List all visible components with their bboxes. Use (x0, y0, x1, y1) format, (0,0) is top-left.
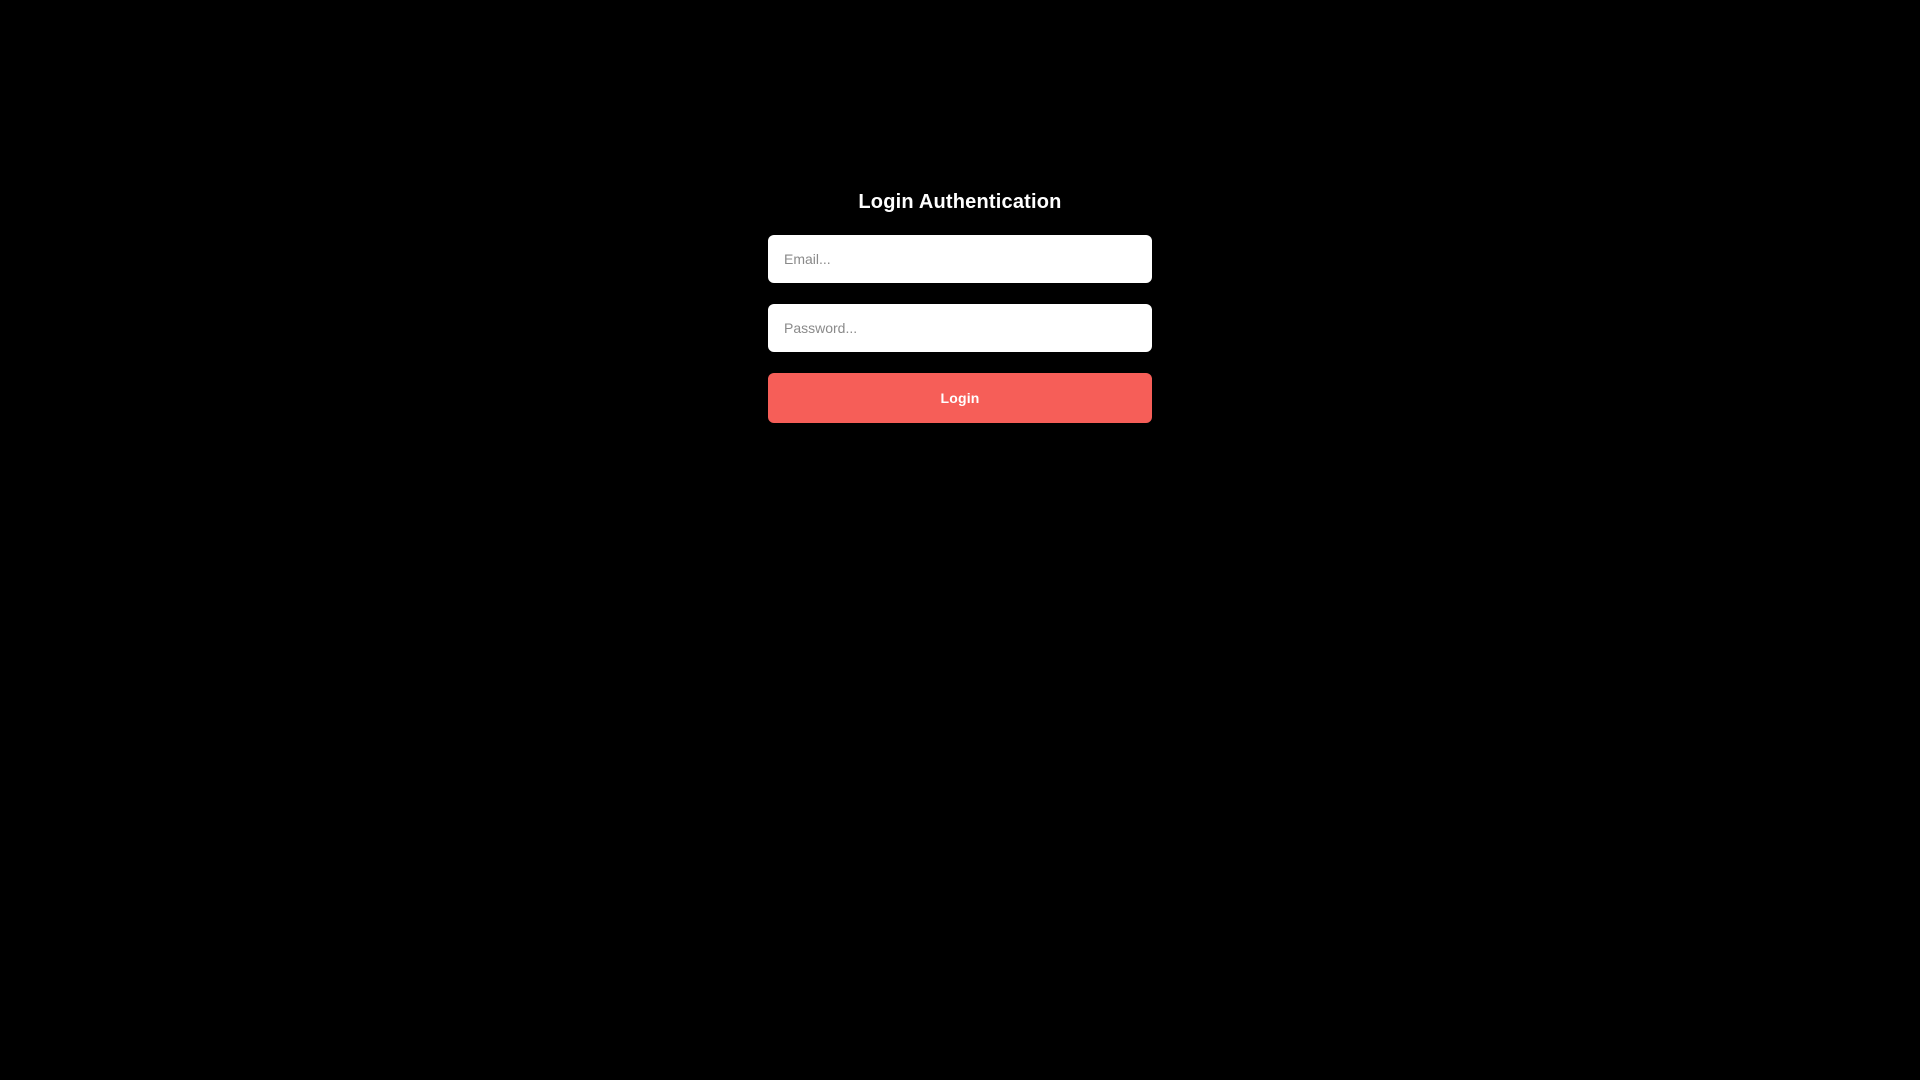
login-button[interactable]: Login (768, 373, 1152, 423)
password-field[interactable] (768, 304, 1152, 352)
email-field[interactable] (768, 235, 1152, 283)
page-title: Login Authentication (858, 191, 1062, 213)
login-form (768, 0, 1152, 423)
